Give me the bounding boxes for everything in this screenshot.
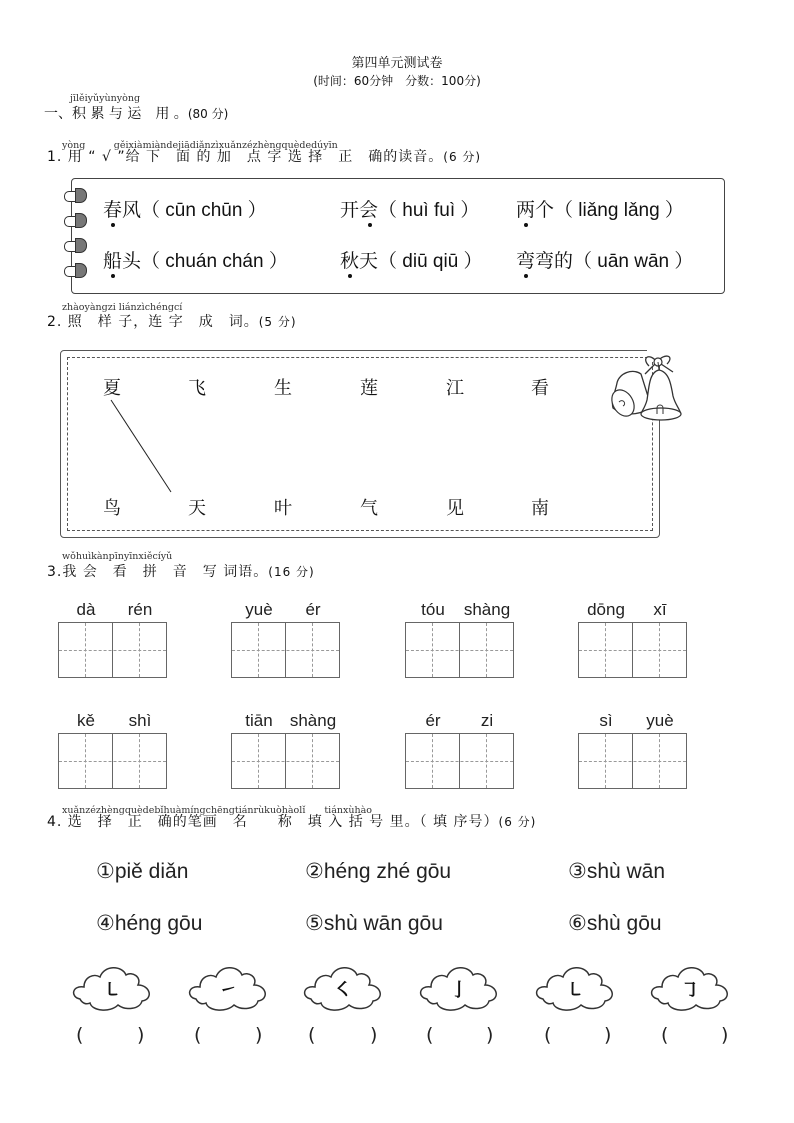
q3-writing-grid[interactable] — [578, 733, 687, 789]
stroke-option: ③shù wān — [568, 860, 666, 883]
q1-label-text: 1. 用 “ √ ”给 下 面 的 加 点 字 选 择 正 确的读音。 — [47, 149, 444, 165]
answer-paren-close: ) — [604, 1024, 612, 1046]
q3-pinyin-label: shàng — [289, 711, 337, 730]
page-subtitle: (时间：60分钟 分数：100分) — [313, 74, 481, 88]
part1-score: (80 分) — [187, 107, 229, 121]
cloud-stroke-card — [533, 963, 617, 1013]
q2-bottom-char[interactable]: 叶 — [274, 498, 292, 519]
q3-writing-grid[interactable] — [231, 622, 340, 678]
answer-paren-open: ( — [308, 1024, 316, 1046]
q3-pinyin-label: zi — [480, 711, 494, 730]
cloud-stroke-card — [417, 963, 501, 1013]
q3-pinyin-label: dōng — [587, 600, 625, 619]
q1-pinyin: yòng gěixiàmiàndejiādiǎnzìxuǎnzézhèngquèdedúyīn — [62, 140, 338, 151]
q3-label — [47, 561, 315, 581]
q3-pinyin-label: yuè — [245, 600, 273, 619]
page-title: 第四单元测试卷 — [351, 56, 443, 71]
q3-pinyin-label: tóu — [421, 600, 445, 619]
q3-pinyin-label: sì — [599, 711, 613, 730]
q3-pinyin-label: xī — [653, 600, 667, 619]
q2-top-char[interactable]: 莲 — [360, 378, 378, 399]
q1-options[interactable]: （ diū qiū ） — [378, 251, 483, 272]
q1-options[interactable]: （ huì fuì ） — [378, 200, 480, 221]
answer-paren-close: ) — [137, 1024, 145, 1046]
answer-blank[interactable] — [556, 1024, 604, 1046]
part1-heading-text: 一、积 累 与 运 用 。 — [44, 106, 188, 122]
answer-paren-open: ( — [76, 1024, 84, 1046]
q1-options[interactable]: （ uān wān ） — [573, 251, 694, 272]
answer-paren-open: ( — [661, 1024, 669, 1046]
stroke-glyph: ㇄ — [103, 980, 121, 1001]
q1-word: 秋天 — [340, 250, 379, 272]
q2-top-char[interactable]: 飞 — [188, 378, 206, 399]
q2-label-text: 2. 照 样 子，连 字 成 词。 — [47, 314, 259, 330]
q1-word: 开会 — [340, 199, 379, 221]
q3-pinyin: wǒhuìkànpīnyīnxiěcíyǔ — [62, 551, 173, 562]
q3-pinyin-label: ér — [305, 600, 321, 619]
q2-top-char[interactable]: 生 — [274, 378, 292, 399]
q3-writing-grid[interactable] — [578, 622, 687, 678]
q3-writing-grid[interactable] — [231, 733, 340, 789]
q2-top-char[interactable]: 夏 — [103, 378, 121, 399]
q3-writing-grid[interactable] — [405, 622, 514, 678]
stroke-glyph: ㇆ — [681, 980, 699, 1001]
answer-blank[interactable] — [438, 1024, 486, 1046]
answer-paren-close: ) — [721, 1024, 729, 1046]
q3-pinyin-label: tiān — [245, 711, 273, 730]
part1-pinyin: jīlěiyǔyùnyòng — [70, 93, 141, 104]
q3-writing-grid[interactable] — [58, 622, 167, 678]
q3-pinyin-label: rén — [127, 600, 153, 619]
stroke-option: ⑥shù gōu — [568, 912, 662, 935]
stroke-glyph: ㇛ — [334, 980, 352, 1001]
q1-score: (6 分) — [443, 150, 482, 164]
stroke-option: ⑤shù wān gōu — [305, 912, 443, 935]
answer-paren-close: ) — [370, 1024, 378, 1046]
q1-word: 两个 — [516, 199, 555, 221]
answer-paren-open: ( — [426, 1024, 434, 1046]
q4-label — [47, 811, 536, 831]
cloud-stroke-card — [70, 963, 154, 1013]
q1-word: 弯弯的 — [516, 250, 574, 272]
q3-label-text: 3.我 会 看 拼 音 写 词语。 — [47, 564, 269, 580]
answer-paren-open: ( — [544, 1024, 552, 1046]
stroke-option: ②héng zhé gōu — [305, 860, 452, 883]
q1-options[interactable]: （ cūn chūn ） — [141, 200, 267, 221]
q2-bottom-char[interactable]: 南 — [531, 498, 549, 519]
q2-top-char[interactable]: 江 — [446, 378, 464, 399]
stroke-glyph: ㇀ — [219, 980, 237, 1001]
q4-pinyin: xuǎnzézhèngquèdebǐhuàmíngchēngtiánrùkuòhàolǐ tiánxùhào — [62, 805, 372, 816]
q3-pinyin-label: kě — [77, 711, 95, 730]
bells-icon — [605, 348, 695, 428]
answer-paren-open: ( — [194, 1024, 202, 1046]
q3-pinyin-label: dà — [76, 600, 96, 619]
q1-word: 春风 — [103, 199, 142, 221]
q3-pinyin-label: shàng — [463, 600, 511, 619]
q3-pinyin-label: yuè — [646, 711, 674, 730]
stroke-option: ④héng gōu — [96, 912, 203, 935]
q1-options[interactable]: （ chuán chán ） — [141, 251, 288, 272]
cloud-stroke-card — [186, 963, 270, 1013]
cloud-stroke-card — [301, 963, 385, 1013]
answer-blank[interactable] — [88, 1024, 136, 1046]
q4-label-text: 4. 选 择 正 确的笔画 名 称 填 入 括 号 里。（ 填 序号） — [47, 814, 499, 830]
q2-pinyin: zhàoyàngzi liánzìchéngcí — [62, 302, 183, 313]
stroke-glyph: 亅 — [450, 980, 468, 1001]
q2-bottom-char[interactable]: 鸟 — [103, 498, 121, 519]
q3-pinyin-label: shì — [128, 711, 152, 730]
answer-blank[interactable] — [320, 1024, 368, 1046]
answer-blank[interactable] — [206, 1024, 254, 1046]
stroke-option: ①piě diǎn — [96, 860, 189, 883]
q2-bottom-char[interactable]: 气 — [360, 498, 378, 519]
answer-blank[interactable] — [673, 1024, 721, 1046]
q3-pinyin-label: ér — [425, 711, 441, 730]
q2-bottom-char[interactable]: 见 — [446, 498, 464, 519]
q3-writing-grid[interactable] — [58, 733, 167, 789]
q1-options[interactable]: （ liǎng lǎng ） — [554, 200, 684, 221]
cloud-stroke-card — [648, 963, 732, 1013]
answer-paren-close: ) — [255, 1024, 263, 1046]
stroke-glyph: ㇄ — [566, 980, 584, 1001]
q2-top-char[interactable]: 看 — [531, 378, 549, 399]
q2-score: (5 分) — [258, 315, 297, 329]
q2-bottom-char[interactable]: 天 — [188, 498, 206, 519]
q3-score: (16 分) — [268, 565, 315, 579]
answer-paren-close: ) — [486, 1024, 494, 1046]
q4-score: (6 分) — [498, 815, 537, 829]
q3-writing-grid[interactable] — [405, 733, 514, 789]
q1-word: 船头 — [103, 250, 142, 272]
